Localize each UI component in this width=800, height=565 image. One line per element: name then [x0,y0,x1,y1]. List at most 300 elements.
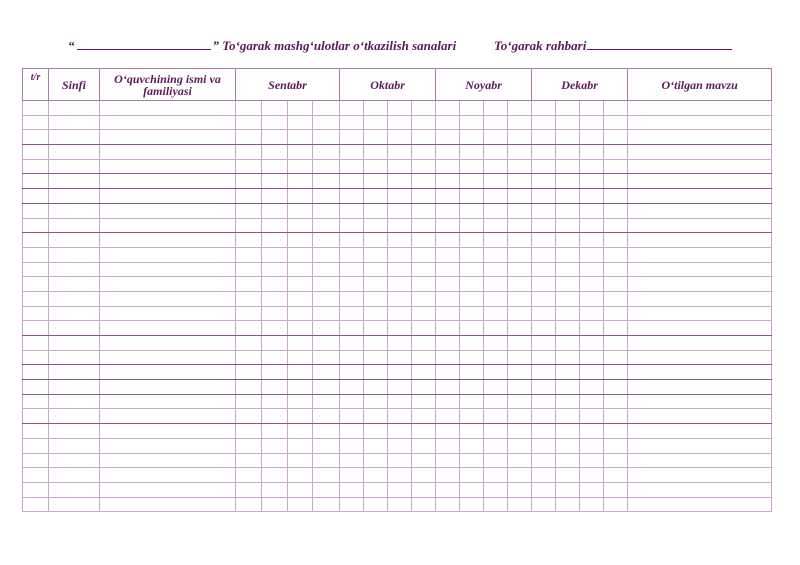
row-day-cell[interactable] [340,482,364,497]
row-topic-cell[interactable] [628,424,772,439]
row-day-cell[interactable] [580,174,604,189]
row-day-cell[interactable] [604,336,628,351]
row-day-cell[interactable] [412,247,436,262]
row-day-cell[interactable] [460,336,484,351]
row-day-cell[interactable] [236,218,262,233]
row-day-cell[interactable] [313,409,340,424]
row-number-cell[interactable] [23,497,49,512]
row-day-cell[interactable] [288,394,313,409]
row-topic-cell[interactable] [628,218,772,233]
row-day-cell[interactable] [412,174,436,189]
row-day-cell[interactable] [262,365,288,380]
row-day-cell[interactable] [604,321,628,336]
row-topic-cell[interactable] [628,277,772,292]
row-day-cell[interactable] [484,159,508,174]
row-day-cell[interactable] [313,115,340,130]
row-name-cell[interactable] [100,218,236,233]
row-day-cell[interactable] [556,174,580,189]
row-day-cell[interactable] [580,409,604,424]
row-name-cell[interactable] [100,233,236,248]
row-day-cell[interactable] [262,291,288,306]
row-day-cell[interactable] [412,291,436,306]
row-day-cell[interactable] [388,453,412,468]
leader-name-blank[interactable] [587,38,732,50]
row-day-cell[interactable] [288,453,313,468]
row-day-cell[interactable] [532,482,556,497]
row-day-cell[interactable] [604,115,628,130]
row-day-cell[interactable] [460,424,484,439]
row-day-cell[interactable] [532,380,556,395]
row-day-cell[interactable] [262,424,288,439]
row-day-cell[interactable] [340,203,364,218]
row-topic-cell[interactable] [628,174,772,189]
row-day-cell[interactable] [388,380,412,395]
row-day-cell[interactable] [313,291,340,306]
row-number-cell[interactable] [23,394,49,409]
row-day-cell[interactable] [262,277,288,292]
row-day-cell[interactable] [508,115,532,130]
row-day-cell[interactable] [313,262,340,277]
row-topic-cell[interactable] [628,233,772,248]
row-day-cell[interactable] [484,306,508,321]
row-day-cell[interactable] [508,497,532,512]
row-day-cell[interactable] [412,145,436,160]
row-day-cell[interactable] [388,277,412,292]
row-day-cell[interactable] [236,247,262,262]
row-number-cell[interactable] [23,424,49,439]
row-day-cell[interactable] [532,438,556,453]
row-day-cell[interactable] [236,424,262,439]
row-day-cell[interactable] [412,365,436,380]
row-day-cell[interactable] [340,336,364,351]
row-number-cell[interactable] [23,233,49,248]
row-day-cell[interactable] [364,409,388,424]
row-day-cell[interactable] [604,380,628,395]
row-topic-cell[interactable] [628,394,772,409]
row-day-cell[interactable] [580,101,604,116]
row-class-cell[interactable] [49,380,100,395]
row-day-cell[interactable] [388,468,412,483]
row-day-cell[interactable] [580,394,604,409]
row-day-cell[interactable] [236,159,262,174]
row-topic-cell[interactable] [628,453,772,468]
row-topic-cell[interactable] [628,159,772,174]
row-day-cell[interactable] [604,218,628,233]
row-day-cell[interactable] [288,262,313,277]
row-day-cell[interactable] [436,159,460,174]
row-day-cell[interactable] [288,145,313,160]
row-day-cell[interactable] [236,482,262,497]
row-day-cell[interactable] [484,394,508,409]
row-day-cell[interactable] [388,233,412,248]
row-day-cell[interactable] [556,482,580,497]
row-name-cell[interactable] [100,409,236,424]
row-topic-cell[interactable] [628,262,772,277]
row-topic-cell[interactable] [628,380,772,395]
row-topic-cell[interactable] [628,203,772,218]
row-day-cell[interactable] [604,277,628,292]
row-day-cell[interactable] [508,336,532,351]
row-day-cell[interactable] [436,394,460,409]
row-day-cell[interactable] [262,380,288,395]
row-day-cell[interactable] [604,101,628,116]
row-day-cell[interactable] [460,174,484,189]
row-day-cell[interactable] [288,336,313,351]
row-day-cell[interactable] [604,233,628,248]
row-class-cell[interactable] [49,115,100,130]
row-day-cell[interactable] [364,218,388,233]
row-day-cell[interactable] [262,262,288,277]
row-number-cell[interactable] [23,101,49,116]
row-day-cell[interactable] [412,130,436,145]
row-day-cell[interactable] [508,409,532,424]
row-day-cell[interactable] [262,468,288,483]
row-day-cell[interactable] [288,468,313,483]
row-day-cell[interactable] [532,453,556,468]
row-day-cell[interactable] [388,350,412,365]
row-day-cell[interactable] [460,247,484,262]
row-day-cell[interactable] [532,291,556,306]
row-day-cell[interactable] [484,130,508,145]
row-day-cell[interactable] [556,115,580,130]
row-day-cell[interactable] [364,159,388,174]
row-topic-cell[interactable] [628,306,772,321]
row-day-cell[interactable] [556,218,580,233]
row-class-cell[interactable] [49,247,100,262]
row-day-cell[interactable] [388,321,412,336]
row-day-cell[interactable] [436,203,460,218]
row-day-cell[interactable] [532,130,556,145]
row-name-cell[interactable] [100,159,236,174]
row-day-cell[interactable] [460,159,484,174]
row-day-cell[interactable] [604,365,628,380]
row-day-cell[interactable] [532,159,556,174]
row-day-cell[interactable] [288,189,313,204]
row-day-cell[interactable] [288,321,313,336]
row-day-cell[interactable] [364,424,388,439]
row-day-cell[interactable] [484,497,508,512]
row-day-cell[interactable] [556,159,580,174]
row-day-cell[interactable] [313,174,340,189]
row-day-cell[interactable] [604,262,628,277]
row-day-cell[interactable] [236,174,262,189]
row-day-cell[interactable] [580,482,604,497]
row-day-cell[interactable] [364,277,388,292]
row-name-cell[interactable] [100,365,236,380]
row-day-cell[interactable] [288,306,313,321]
row-number-cell[interactable] [23,468,49,483]
row-day-cell[interactable] [580,365,604,380]
row-day-cell[interactable] [604,145,628,160]
row-day-cell[interactable] [556,262,580,277]
row-day-cell[interactable] [364,145,388,160]
row-day-cell[interactable] [313,336,340,351]
row-number-cell[interactable] [23,115,49,130]
row-day-cell[interactable] [340,145,364,160]
row-class-cell[interactable] [49,262,100,277]
row-day-cell[interactable] [340,218,364,233]
row-day-cell[interactable] [288,380,313,395]
row-day-cell[interactable] [388,115,412,130]
row-day-cell[interactable] [508,424,532,439]
row-day-cell[interactable] [288,409,313,424]
row-day-cell[interactable] [436,365,460,380]
row-day-cell[interactable] [388,174,412,189]
row-day-cell[interactable] [556,233,580,248]
row-class-cell[interactable] [49,306,100,321]
row-day-cell[interactable] [532,497,556,512]
row-day-cell[interactable] [262,409,288,424]
row-day-cell[interactable] [436,468,460,483]
row-topic-cell[interactable] [628,321,772,336]
row-name-cell[interactable] [100,130,236,145]
row-day-cell[interactable] [460,380,484,395]
row-day-cell[interactable] [236,277,262,292]
row-day-cell[interactable] [412,438,436,453]
row-name-cell[interactable] [100,189,236,204]
row-day-cell[interactable] [604,291,628,306]
row-day-cell[interactable] [412,233,436,248]
row-day-cell[interactable] [436,438,460,453]
row-day-cell[interactable] [532,468,556,483]
row-day-cell[interactable] [313,277,340,292]
row-day-cell[interactable] [508,365,532,380]
row-day-cell[interactable] [556,306,580,321]
row-day-cell[interactable] [556,203,580,218]
row-name-cell[interactable] [100,350,236,365]
row-name-cell[interactable] [100,291,236,306]
row-day-cell[interactable] [484,350,508,365]
row-topic-cell[interactable] [628,145,772,160]
row-day-cell[interactable] [262,321,288,336]
row-day-cell[interactable] [604,189,628,204]
row-number-cell[interactable] [23,247,49,262]
row-day-cell[interactable] [460,350,484,365]
row-day-cell[interactable] [388,394,412,409]
row-day-cell[interactable] [508,350,532,365]
row-day-cell[interactable] [580,380,604,395]
row-day-cell[interactable] [532,233,556,248]
row-day-cell[interactable] [460,321,484,336]
row-day-cell[interactable] [364,130,388,145]
row-day-cell[interactable] [288,130,313,145]
row-day-cell[interactable] [412,336,436,351]
row-day-cell[interactable] [262,394,288,409]
row-day-cell[interactable] [484,336,508,351]
row-day-cell[interactable] [364,336,388,351]
row-day-cell[interactable] [340,365,364,380]
row-day-cell[interactable] [388,365,412,380]
row-day-cell[interactable] [460,130,484,145]
row-day-cell[interactable] [484,424,508,439]
row-day-cell[interactable] [484,218,508,233]
row-day-cell[interactable] [508,218,532,233]
row-day-cell[interactable] [532,306,556,321]
row-day-cell[interactable] [236,101,262,116]
row-number-cell[interactable] [23,203,49,218]
row-day-cell[interactable] [313,365,340,380]
row-day-cell[interactable] [388,409,412,424]
row-day-cell[interactable] [436,350,460,365]
row-day-cell[interactable] [412,277,436,292]
row-day-cell[interactable] [364,365,388,380]
row-day-cell[interactable] [262,453,288,468]
row-day-cell[interactable] [412,453,436,468]
row-day-cell[interactable] [388,291,412,306]
row-day-cell[interactable] [436,424,460,439]
row-day-cell[interactable] [436,380,460,395]
row-day-cell[interactable] [508,145,532,160]
row-day-cell[interactable] [236,350,262,365]
row-day-cell[interactable] [262,247,288,262]
row-day-cell[interactable] [388,497,412,512]
row-day-cell[interactable] [508,453,532,468]
row-topic-cell[interactable] [628,468,772,483]
row-name-cell[interactable] [100,394,236,409]
row-day-cell[interactable] [604,497,628,512]
row-day-cell[interactable] [364,101,388,116]
row-name-cell[interactable] [100,336,236,351]
row-day-cell[interactable] [313,203,340,218]
row-day-cell[interactable] [532,189,556,204]
row-number-cell[interactable] [23,350,49,365]
row-day-cell[interactable] [580,438,604,453]
row-topic-cell[interactable] [628,409,772,424]
row-day-cell[interactable] [262,336,288,351]
row-day-cell[interactable] [436,189,460,204]
row-day-cell[interactable] [340,350,364,365]
row-day-cell[interactable] [508,380,532,395]
row-class-cell[interactable] [49,336,100,351]
row-day-cell[interactable] [313,394,340,409]
row-day-cell[interactable] [340,468,364,483]
row-day-cell[interactable] [236,306,262,321]
row-topic-cell[interactable] [628,189,772,204]
row-day-cell[interactable] [508,468,532,483]
row-day-cell[interactable] [580,130,604,145]
row-day-cell[interactable] [288,101,313,116]
row-day-cell[interactable] [580,350,604,365]
row-day-cell[interactable] [262,350,288,365]
row-day-cell[interactable] [313,101,340,116]
row-day-cell[interactable] [460,468,484,483]
row-day-cell[interactable] [236,497,262,512]
row-day-cell[interactable] [340,130,364,145]
row-name-cell[interactable] [100,468,236,483]
row-day-cell[interactable] [288,277,313,292]
row-day-cell[interactable] [508,130,532,145]
row-day-cell[interactable] [313,380,340,395]
row-day-cell[interactable] [288,365,313,380]
row-day-cell[interactable] [508,438,532,453]
row-class-cell[interactable] [49,497,100,512]
row-day-cell[interactable] [262,101,288,116]
row-day-cell[interactable] [288,159,313,174]
row-day-cell[interactable] [556,189,580,204]
row-day-cell[interactable] [556,291,580,306]
row-day-cell[interactable] [604,350,628,365]
row-day-cell[interactable] [236,453,262,468]
row-number-cell[interactable] [23,321,49,336]
row-day-cell[interactable] [556,453,580,468]
row-day-cell[interactable] [532,174,556,189]
row-day-cell[interactable] [436,291,460,306]
row-day-cell[interactable] [313,321,340,336]
row-day-cell[interactable] [484,291,508,306]
row-day-cell[interactable] [484,438,508,453]
row-name-cell[interactable] [100,453,236,468]
row-day-cell[interactable] [508,101,532,116]
row-day-cell[interactable] [412,218,436,233]
row-day-cell[interactable] [364,189,388,204]
row-class-cell[interactable] [49,203,100,218]
row-day-cell[interactable] [484,115,508,130]
row-day-cell[interactable] [460,262,484,277]
row-day-cell[interactable] [313,247,340,262]
row-day-cell[interactable] [412,159,436,174]
row-day-cell[interactable] [532,321,556,336]
row-day-cell[interactable] [340,306,364,321]
row-day-cell[interactable] [236,321,262,336]
row-day-cell[interactable] [484,203,508,218]
row-topic-cell[interactable] [628,365,772,380]
row-number-cell[interactable] [23,482,49,497]
row-day-cell[interactable] [580,453,604,468]
row-day-cell[interactable] [236,468,262,483]
row-day-cell[interactable] [388,145,412,160]
row-day-cell[interactable] [262,438,288,453]
row-day-cell[interactable] [580,336,604,351]
row-number-cell[interactable] [23,306,49,321]
row-day-cell[interactable] [508,291,532,306]
row-day-cell[interactable] [508,159,532,174]
row-day-cell[interactable] [436,453,460,468]
row-day-cell[interactable] [364,115,388,130]
row-day-cell[interactable] [340,321,364,336]
row-day-cell[interactable] [388,203,412,218]
row-day-cell[interactable] [556,438,580,453]
row-day-cell[interactable] [532,409,556,424]
club-name-blank[interactable] [77,38,211,50]
row-day-cell[interactable] [262,203,288,218]
row-name-cell[interactable] [100,277,236,292]
row-number-cell[interactable] [23,438,49,453]
row-day-cell[interactable] [313,306,340,321]
row-number-cell[interactable] [23,159,49,174]
row-day-cell[interactable] [604,130,628,145]
row-class-cell[interactable] [49,424,100,439]
row-day-cell[interactable] [460,394,484,409]
row-name-cell[interactable] [100,262,236,277]
row-day-cell[interactable] [313,218,340,233]
row-day-cell[interactable] [288,247,313,262]
row-day-cell[interactable] [236,336,262,351]
row-day-cell[interactable] [508,277,532,292]
row-topic-cell[interactable] [628,247,772,262]
row-day-cell[interactable] [436,115,460,130]
row-day-cell[interactable] [364,497,388,512]
row-class-cell[interactable] [49,145,100,160]
row-class-cell[interactable] [49,291,100,306]
row-day-cell[interactable] [580,321,604,336]
row-day-cell[interactable] [364,321,388,336]
row-day-cell[interactable] [262,306,288,321]
row-day-cell[interactable] [460,233,484,248]
row-day-cell[interactable] [436,482,460,497]
row-day-cell[interactable] [340,101,364,116]
row-day-cell[interactable] [313,438,340,453]
row-day-cell[interactable] [236,233,262,248]
